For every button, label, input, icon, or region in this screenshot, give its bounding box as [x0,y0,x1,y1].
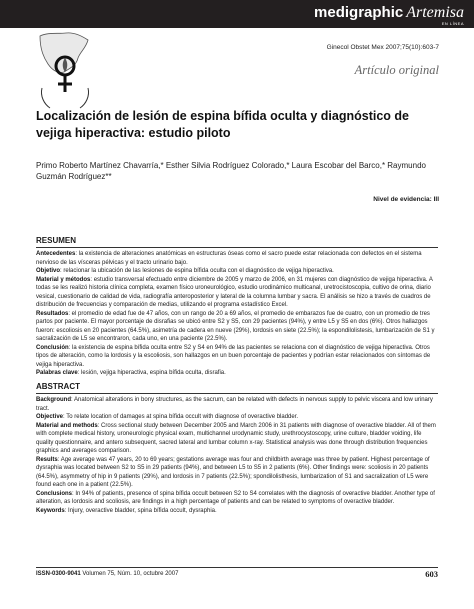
abstract-heading: ABSTRACT [36,382,80,391]
paragraph-label: Resultados [36,310,69,317]
paragraph-text: : Anatomical alterations in bony structures, as the sacrum, can be related with defects in nervous supply to pelvic viscera and low urinary tract. [36,397,433,412]
resumen-paragraph [36,369,438,378]
issn-number: ISSN-0300-9041 [36,571,81,577]
evidence-level: Nivel de evidencia: III [373,196,439,203]
paragraph-label: Background [36,397,72,403]
brand-script: Artemisa [406,4,464,21]
top-banner [0,0,474,28]
issue-info: Volumen 75, Núm. 10, octubre 2007 [80,571,179,577]
page-number: 603 [425,569,438,579]
resumen-paragraph [36,250,438,267]
paragraph-label: Antecedentes [36,251,76,257]
resumen-divider [36,247,438,248]
paragraph-label: Results [36,456,58,463]
paragraph-label: Material and methods [36,422,98,429]
paragraph-label: Objetivo [36,268,61,274]
brand-subtitle: EN LÍNEA [441,21,464,26]
paragraph-text: : To relate location of damages at spina bífida occult with diagnose of overactive bladder. [63,414,299,420]
resumen-paragraph [36,344,438,370]
abstract-divider [36,393,438,394]
article-type: Artículo original [354,63,439,77]
resumen-body [36,250,438,378]
paragraph-text: : lesión, vejiga hiperactiva, espina bífida oculta, disrafia. [77,370,226,376]
abstract-paragraph [36,396,438,413]
paragraph-label: Palabras clave [36,370,78,376]
paragraph-text: : relacionar la ubicación de las lesiones de espina bífida oculta con el diagnóstico de vejiga hiperactiva. [60,268,334,274]
paragraph-text: : Age average was 47 years, 20 to 69 years; gestations average was four and childbirth average was three by patient. Highest percentage of dysraphia was located between S2 to S5 in 29 patients (94%), and between L5 to S5 in 2 patients (6%). Other findings were: scoliosis in 20 patients (64.5%), asymmetry of hip in 9 patients (29%), and lordosis in 7 patients (22.5%); spondilolisthesis, lumbarization of S1 and sacralization of L5 were found each one in a patient (22.5%). [36,456,430,488]
paragraph-label: Objective [36,414,64,420]
abstract-body [36,396,438,515]
abstract-paragraph [36,413,438,422]
footer-divider [36,567,438,568]
paragraph-text: : la existencia de espina bífida oculta entre S2 y S4 en 94% de las pacientes se relaciona con el diagnóstico de vejiga hiperactiva. Otros tipos de alteración, como la lordosis y la escoliosis, son hallazgos en un buen porcentaje de pacientes y podrían estar relacionados con síntomas de vejiga hiperactiva. [36,344,431,368]
paragraph-label: Material y métodos [36,276,91,283]
paragraph-text: : In 94% of patients, presence of spina bífida occult between S2 to S4 correlates with the diagnosis of overactive bladder. Another type of alteration, as lordosis and scoliosis, are findings in a high percentage of patients and can be related to symptoms of overactive bladder. [36,490,435,505]
abstract-paragraph [36,456,438,490]
brand-logo [314,4,464,26]
abstract-paragraph [36,490,438,507]
journal-emblem-icon [36,28,94,116]
article-title: Localización de lesión de espina bífida oculta y diagnóstico de vejiga hiperactiva: estudio piloto [36,109,409,140]
resumen-paragraph [36,276,438,310]
author-list: Primo Roberto Martínez Chavarría,* Esther Silvia Rodríguez Colorado,* Laura Escobar del Barco,* Raymundo Guzmán Rodríguez** [36,161,426,181]
abstract-paragraph [36,422,438,456]
paragraph-text: : el promedio de edad fue de 47 años, con un rango de 20 a 69 años, el promedio de embarazos fue de cuatro, con un promedio de tres partos por paciente. El mayor porcentaje de disrafias se ubicó entre S2 y S5, con 29 pacientes (94%), y entre L5 y S5 en dos (6%). Otros hallazgos fueron: escoliosis en 20 pacientes (64.5%), asimetría de cadera en nueve (29%), lordosis en siete (22.5%); la espondilolistesis, lumbarización de S1 y sacralización de L5 se encontraron, cada uno, en una paciente (22.5%). [36,310,435,342]
resumen-paragraph [36,310,438,344]
abstract-paragraph [36,507,438,516]
brand-name: medigraphic [314,4,404,21]
paragraph-label: Keywords [36,507,65,514]
footer-issn [36,571,178,577]
paragraph-text: : Cross sectional study between December 2005 and March 2006 in 31 patients with diagnose of overactive bladder. All of them with complete medical history, uroneurologic physical exam, multichannel urodynamic study, urethrocystoscopy, urine culture, bladder voiding, life quality questionnaire, and antero subsequent, sacred lateral and lumbar column x-ray. Statistical analysis was done through distribution frequencies graphics and averages comparison. [36,422,436,454]
resumen-heading: RESUMEN [36,236,77,245]
journal-citation: Ginecol Obstet Mex 2007;75(10):603-7 [326,44,439,51]
paragraph-text: : estudio transversal efectuado entre diciembre de 2005 y marzo de 2006, en 31 mujeres con diagnóstico de vejiga hiperactiva. A todas se les realizó historia clínica completa, examen físico uroneurológico, estudio urodinámico multicanal, uretrocistoscopia, cultivo de orina, diario vesical, cuestionario de calidad de vida, radiografía anteroposterior y lateral de la columna lumbar y sacra. El análisis se hizo a través de cuadros de distribución de frecuencias y comparación de medias, utilizando el programa estadístico Excel. [36,276,433,308]
paragraph-text: : Injury, overactive bladder, spina bífida occult, dysraphia. [64,507,217,514]
paragraph-label: Conclusions [36,490,73,497]
paragraph-label: Conclusión [36,344,69,351]
paragraph-text: : la existencia de alteraciones anatómicas en estructuras óseas como el sacro puede estar relacionada con defectos en el sistema nervioso de las vísceras pélvicas y el tracto urinario bajo. [36,251,422,266]
resumen-paragraph [36,267,438,276]
journal-logo [36,28,94,116]
